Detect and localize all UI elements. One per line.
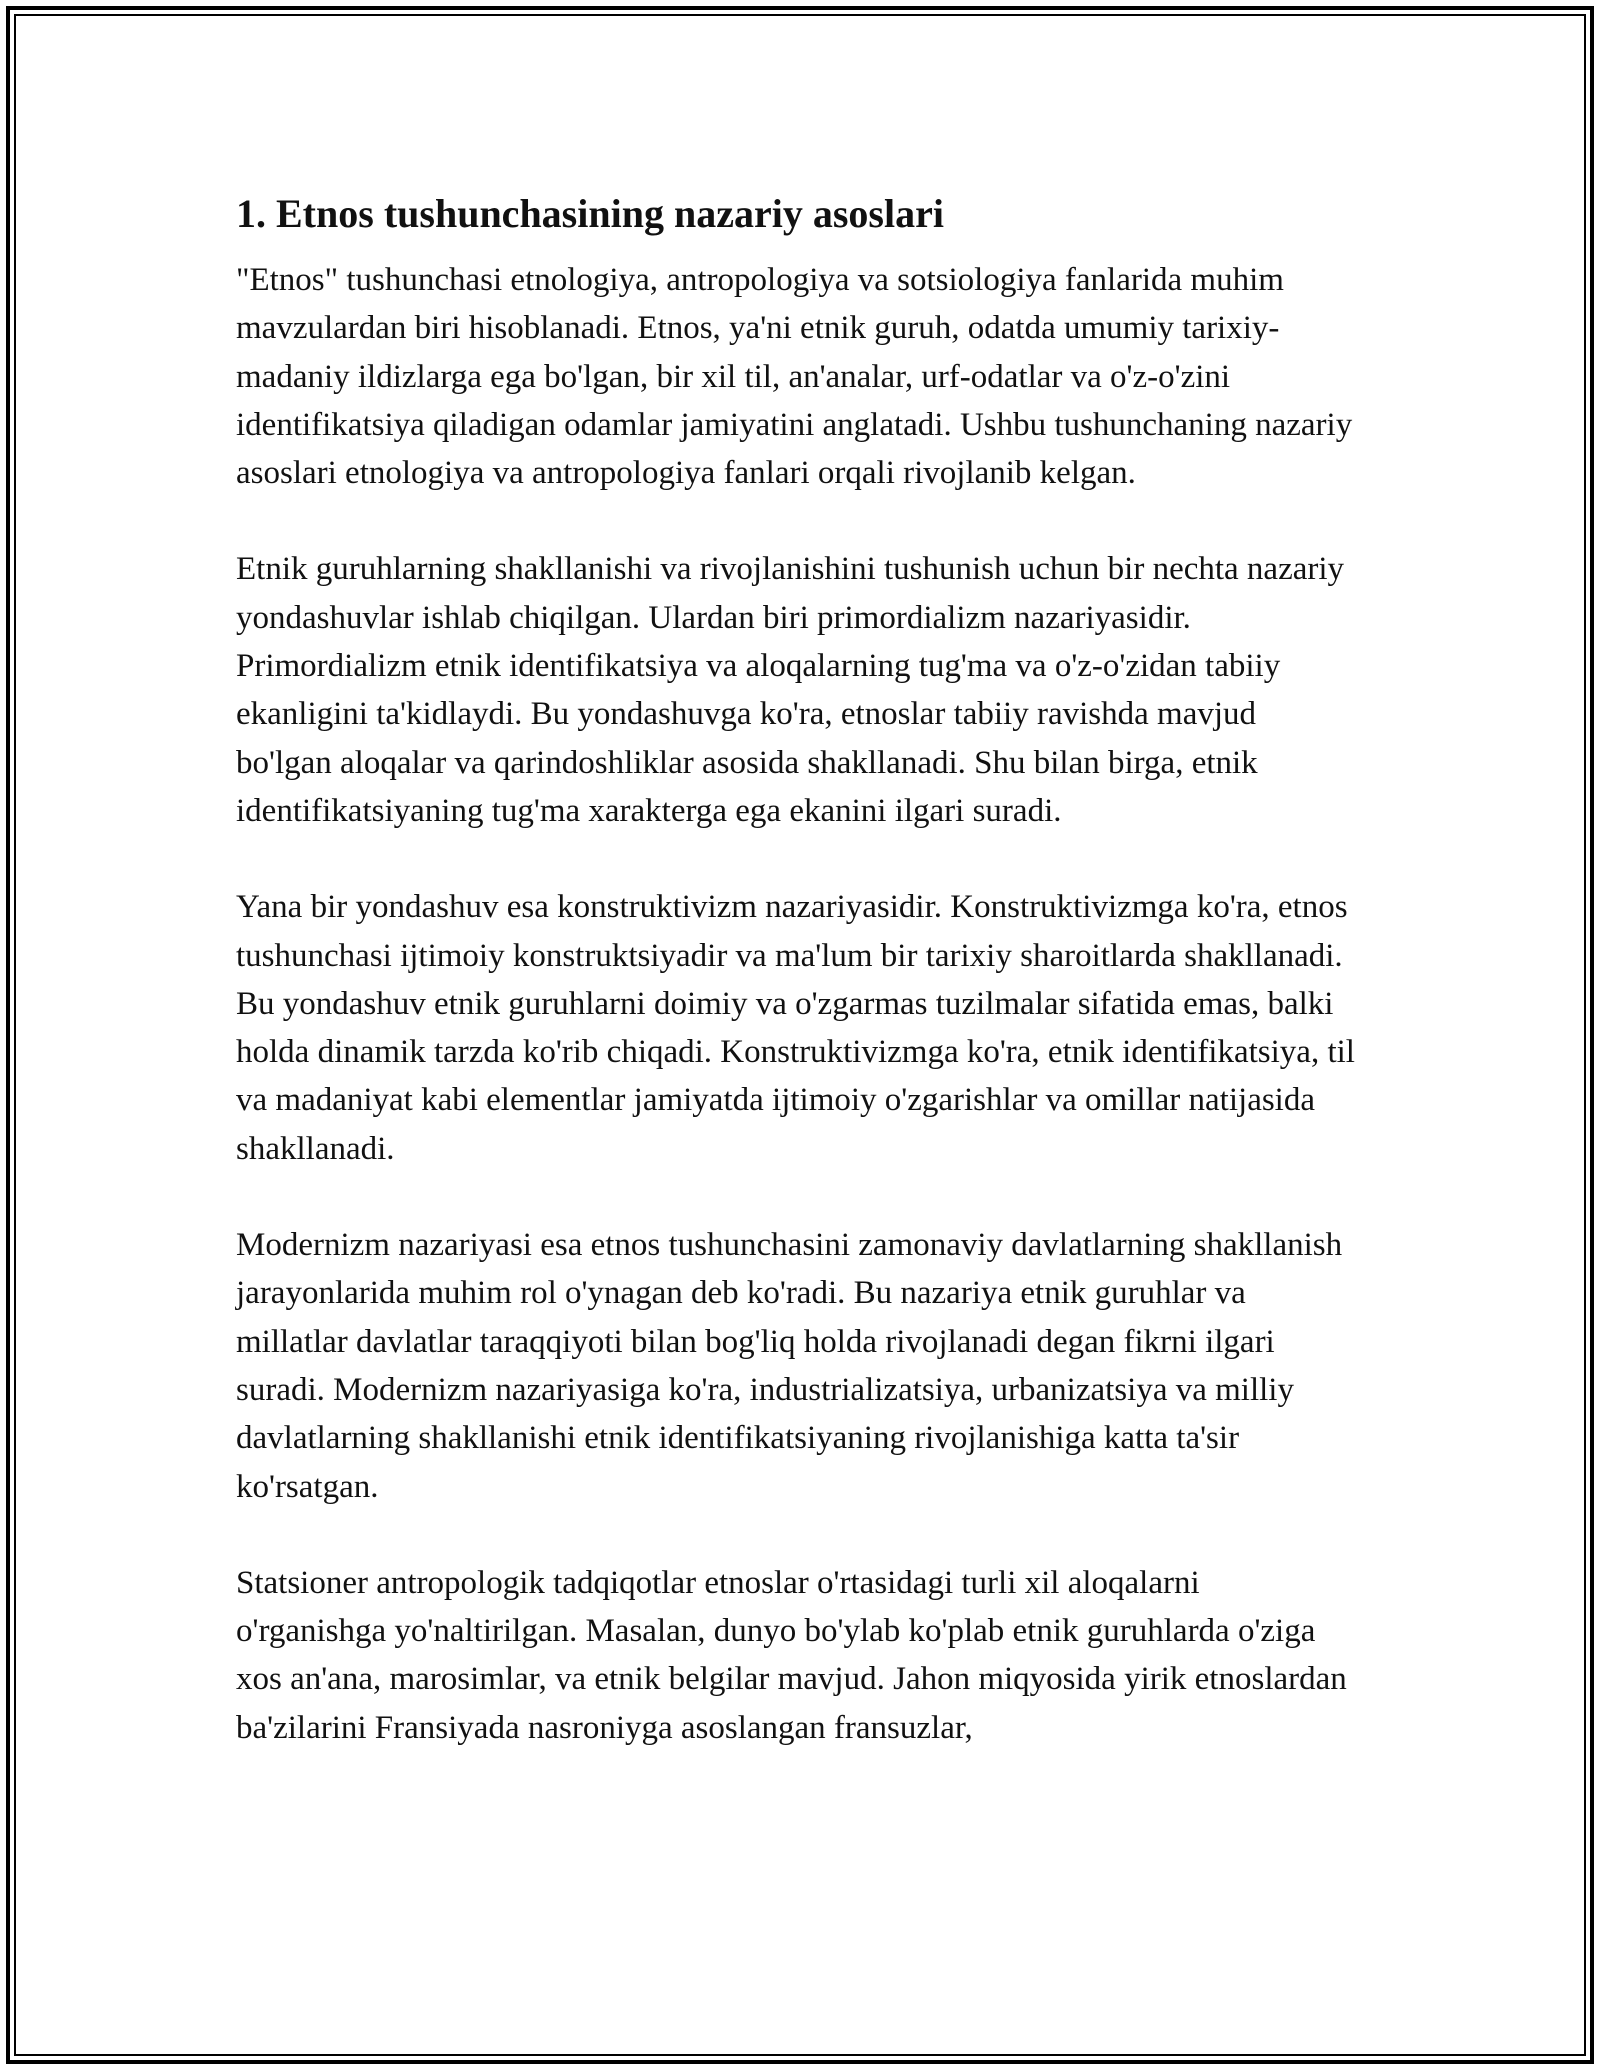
paragraph-stationary-research: Statsioner antropologik tadqiqotlar etnoslar o'rtasidagi turli xil aloqalarni o'rganishga yo'naltirilgan. Masalan, dunyo bo'ylab ko'plab etnik guruhlarda o'ziga xos an'ana, marosimlar, va etnik belgilar mavjud. Jahon miqyosida yirik etnoslardan ba'zilarini Fransiyada nasroniyga asoslangan fransuzlar,: [236, 1564, 1347, 1746]
document-body: [236, 186, 1356, 1752]
paragraph-modernism: Modernizm nazariyasi esa etnos tushunchasini zamonaviy davlatlarning shakllanish jarayonlarida muhim rol o'ynagan deb ko'radi. Bu nazariya etnik guruhlar va millatlar davlatlar taraqqiyoti bilan bog'liq holda rivojlanadi degan fikrni ilgari suradi. Modernizm nazariyasiga ko'ra, industrializatsiya, urbanizatsiya va milliy davlatlarning shakllanishi etnik identifikatsiyaning rivojlanishiga katta ta'sir ko'rsatgan.: [236, 1227, 1343, 1505]
paragraph-primordialism: Etnik guruhlarning shakllanishi va rivojlanishini tushunish uchun bir nechta nazariy yondashuvlar ishlab chiqilgan. Ulardan biri primordializm nazariyasidir. Primordializm etnik identifikatsiya va aloqalarning tug'ma va o'z-o'zidan tabiiy ekanligini ta'kidlaydi. Bu yondashuvga ko'ra, etnoslar tabiiy ravishda mavjud bo'lgan aloqalar va qarindoshliklar asosida shakllanadi. Shu bilan birga, etnik identifikatsiyaning tug'ma xarakterga ega ekanini ilgari suradi.: [236, 551, 1345, 829]
section-heading: 1. Etnos tushunchasining nazariy asoslari: [236, 191, 944, 236]
paragraph-constructivism: Yana bir yondashuv esa konstruktivizm nazariyasidir. Konstruktivizmga ko'ra, etnos tushunchasi ijtimoiy konstruktsiyadir va ma'lum bir tarixiy sharoitlarda shakllanadi. Bu yondashuv etnik guruhlarni doimiy va o'zgarmas tuzilmalar sifatida emas, balki holda dinamik tarzda ko'rib chiqadi. Konstruktivizmga ko'ra, etnik identifikatsiya, til va madaniyat kabi elementlar jamiyatda ijtimoiy o'zgarishlar va omillar natijasida shakllanadi.: [236, 889, 1355, 1167]
paragraph-etnos-definition: "Etnos" tushunchasi etnologiya, antropologiya va sotsiologiya fanlarida muhim mavzulardan biri hisoblanadi. Etnos, ya'ni etnik guruh, odatda umumiy tarixiy-madaniy ildizlarga ega bo'lgan, bir xil til, an'analar, urf-odatlar va o'z-o'zini identifikatsiya qiladigan odamlar jamiyatini anglatadi. Ushbu tushunchaning nazariy asoslari etnologiya va antropologiya fanlari orqali rivojlanib kelgan.: [236, 262, 1353, 492]
